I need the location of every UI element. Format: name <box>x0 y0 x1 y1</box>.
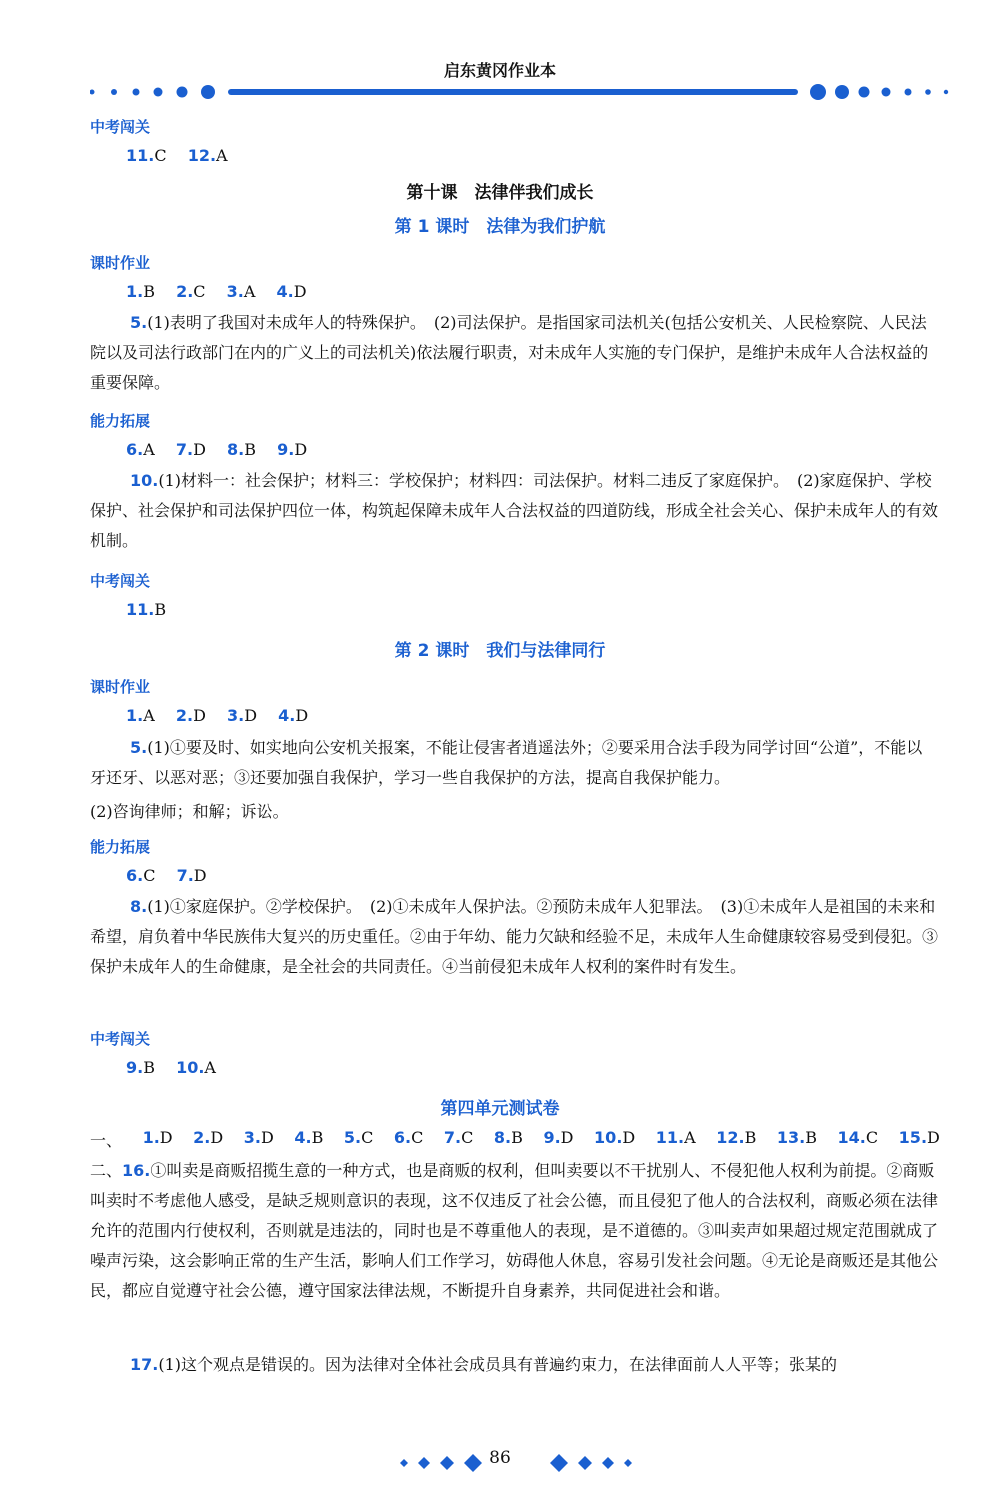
answer-item: 1.D <box>142 1128 173 1147</box>
part-label: 一、 <box>90 1131 123 1150</box>
answer-item: 14.C <box>837 1128 879 1147</box>
section-label: 课时作业 <box>90 254 151 272</box>
section-label: 能力拓展 <box>90 412 151 430</box>
answer-row: 11.C 12.A <box>126 146 228 165</box>
answer-paragraph: 17.(1)这个观点是错误的。因为法律对全体社会成员具有普遍约束力，在法律面前人人平等；张某的 <box>130 1355 838 1374</box>
answer-item: 5.C <box>343 1128 374 1147</box>
answer-item: 8.B <box>493 1128 523 1147</box>
section-label: 中考闯关 <box>90 118 151 136</box>
answer-item: 6.C <box>393 1128 424 1147</box>
answer-item: 15.D <box>898 1128 940 1147</box>
section-label: 中考闯关 <box>90 1030 151 1048</box>
unit-test-part1-answers <box>90 1128 940 1151</box>
answer-row: 6.A 7.D 8.B 9.D <box>126 440 308 459</box>
answer-item: 2.D <box>193 1128 224 1147</box>
answer-item: 13.B <box>776 1128 817 1147</box>
section-label: 能力拓展 <box>90 838 151 856</box>
answer-row: 1.A 2.D 3.D 4.D <box>126 706 309 725</box>
answer-paragraph: 二、16.①叫卖是商贩招揽生意的一种方式，也是商贩的权利，但叫卖要以不干扰别人、不侵犯他人权利为前提。②商贩叫卖时不考虑他人感受，是缺乏规则意识的表现，这不仅违反了社会公德，而且侵犯了他人的合法权利，商贩必须在法律允许的范围内行使权利，否则就是违法的，同时也是不尊重他人的表现，是不道德的。③叫卖声如果超过规定范围就成了噪声污染，这会影响正常的生产生活，影响人们工作学习，妨碍他人休息，容易引发社会问题。④无论是商贩还是其他公民，都应自觉遵守社会公德，遵守国家法律法规，不断提升自身素养，共同促进社会和谐。 <box>90 1161 939 1300</box>
answer-item: 4.B <box>294 1128 324 1147</box>
chapter-title: 第十课 法律伴我们成长 <box>406 183 594 203</box>
section-label: 中考闯关 <box>90 572 151 590</box>
answer-row: 1.B 2.C 3.A 4.D <box>126 282 307 301</box>
answer-row: 9.B 10.A <box>126 1058 216 1077</box>
answer-item: 7.C <box>443 1128 474 1147</box>
answer-item: 11.A <box>655 1128 696 1147</box>
header-dotted-rule <box>90 82 950 102</box>
answer-paragraph: 5.(1)①要及时、如实地向公安机关报案，不能让侵害者逍遥法外；②要采用合法手段为同学讨回“公道”，不能以牙还牙、以恶对恶；③还要加强自我保护，学习一些自我保护的方法，提高自我保护能力。 <box>90 738 923 787</box>
answer-paragraph: (2)咨询律师；和解；诉讼。 <box>90 802 289 821</box>
page-number: 86 <box>489 1448 511 1468</box>
header-title: 启东黄冈作业本 <box>443 61 556 80</box>
answer-item: 10.D <box>594 1128 636 1147</box>
answer-paragraph: 10.(1)材料一：社会保护；材料三：学校保护；材料四：司法保护。材料二违反了家庭保护。 (2)家庭保护、学校保护、社会保护和司法保护四位一体，构筑起保障未成年人合法权益的四道防线，形成全社会关心、保护未成年人的有效机制。 <box>90 471 939 550</box>
answer-paragraph: 5.(1)表明了我国对未成年人的特殊保护。 (2)司法保护。是指国家司法机关(包括公安机关、人民检察院、人民法院以及司法行政部门在内的广义上的司法机关)依法履行职责，对未成年人实施的专门保护，是维护未成年人合法权益的重要保障。 <box>90 313 929 392</box>
unit-test-title: 第四单元测试卷 <box>440 1099 560 1119</box>
answer-row: 11.B <box>126 600 167 619</box>
section-label: 课时作业 <box>90 678 151 696</box>
lesson-title: 第 2 课时 我们与法律同行 <box>394 641 606 661</box>
lesson-title: 第 1 课时 法律为我们护航 <box>394 217 606 237</box>
answer-item: 9.D <box>543 1128 574 1147</box>
answer-row: 6.C 7.D <box>126 866 207 885</box>
answer-paragraph: 8.(1)①家庭保护。②学校保护。 (2)①未成年人保护法。②预防未成年人犯罪法。 (3)①未成年人是祖国的未来和希望，肩负着中华民族伟大复兴的历史重任。②由于年幼、能力欠缺和经验不足，未成年人生命健康较容易受到侵犯。③保护未成年人的生命健康，是全社会的共同责任。④当前侵犯未成年人权利的案件时有发生。 <box>90 897 939 976</box>
answer-item: 12.B <box>716 1128 757 1147</box>
answer-item: 3.D <box>243 1128 274 1147</box>
part-label: 二、 <box>90 1161 123 1180</box>
